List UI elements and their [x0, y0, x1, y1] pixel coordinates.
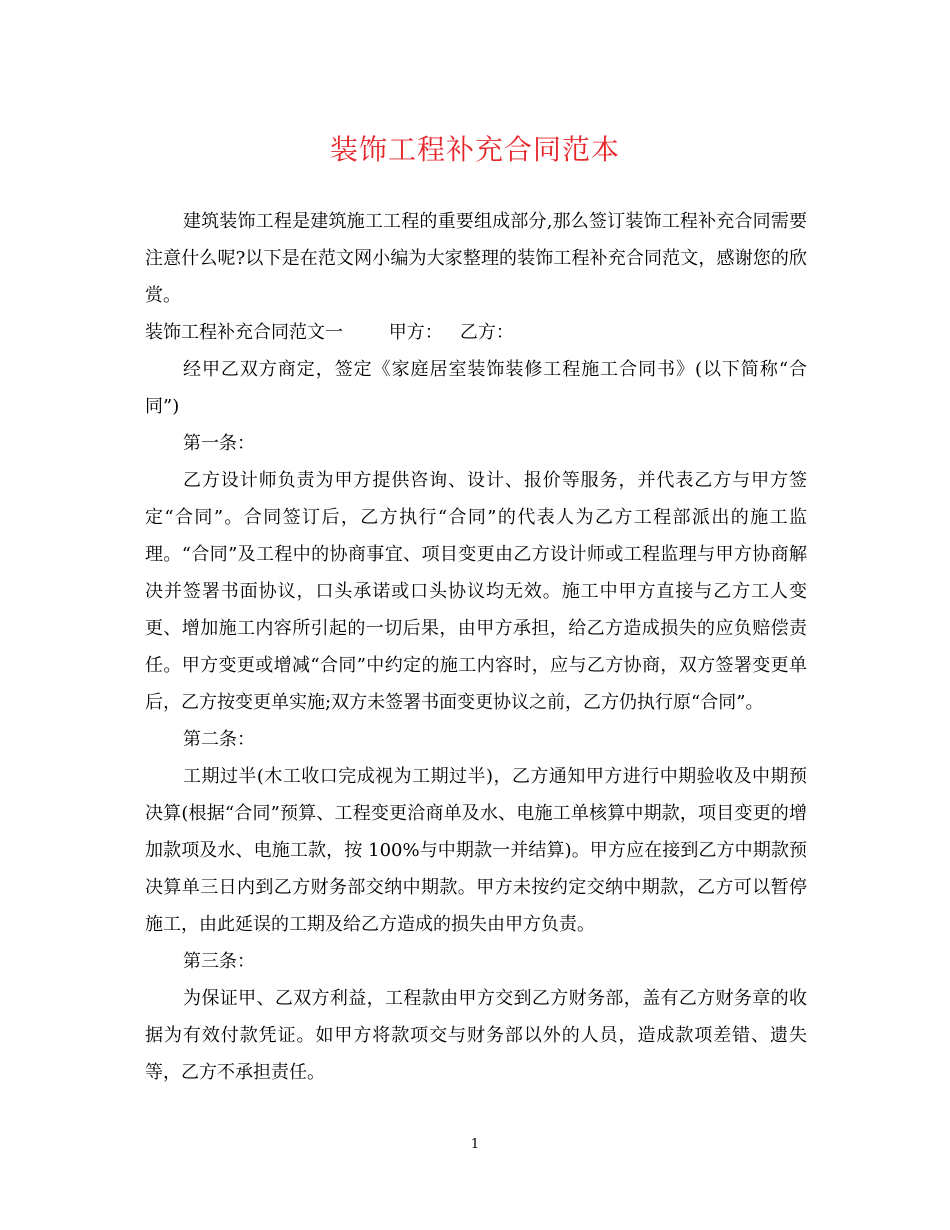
document-body — [145, 203, 807, 1091]
page-number: 1 — [470, 1137, 480, 1152]
article-3-body: 为保证甲、乙双方利益，工程款由甲方交到乙方财务部，盖有乙方财务章的收据为有效付款凭证。如甲方将款项交与财务部以外的人员，造成款项差错、遗失等，乙方不承担责任。 — [145, 988, 807, 1083]
article-3-title: 第三条： — [183, 951, 255, 972]
article-1-title: 第一条： — [183, 433, 255, 454]
intro-paragraph: 建筑装饰工程是建筑施工工程的重要组成部分,那么签订装饰工程补充合同需要注意什么呢?以下是在范文网小编为大家整理的装饰工程补充合同范文，感谢您的欣赏。 — [145, 211, 807, 306]
article-2-body: 工期过半(木工收口完成视为工期过半)，乙方通知甲方进行中期验收及中期预决算(根据“合同”预算、工程变更洽商单及水、电施工单核算中期款，项目变更的增加款项及水、电施工款，按 100%与中期款一并结算)。甲方应在接到乙方中期款预决算单三日内到乙方财务部交纳中期款。甲方未按约定交纳中期款，乙方可以暂停施工，由此延误的工期及给乙方造成的损失由甲方负责。 — [145, 766, 807, 935]
preamble-paragraph: 经甲乙双方商定，签定《家庭居室装饰装修工程施工合同书》(以下简称“合同”) — [145, 359, 807, 417]
section-heading-parties: 装饰工程补充合同范文一 甲方： 乙方： — [145, 322, 514, 343]
article-1-body: 乙方设计师负责为甲方提供咨询、设计、报价等服务，并代表乙方与甲方签定“合同”。合同签订后，乙方执行“合同”的代表人为乙方工程部派出的施工监理。“合同”及工程中的协商事宜、项目变更由乙方设计师或工程监理与甲方协商解决并签署书面协议，口头承诺或口头协议均无效。施工中甲方直接与乙方工人变更、增加施工内容所引起的一切后果，由甲方承担，给乙方造成损失的应负赔偿责任。甲方变更或增减“合同”中约定的施工内容时，应与乙方协商，双方签署变更单后，乙方按变更单实施;双方未签署书面变更协议之前，乙方仍执行原“合同”。 — [145, 470, 807, 713]
document-title: 装饰工程补充合同范本 — [329, 133, 620, 166]
article-2-title: 第二条： — [183, 729, 255, 750]
